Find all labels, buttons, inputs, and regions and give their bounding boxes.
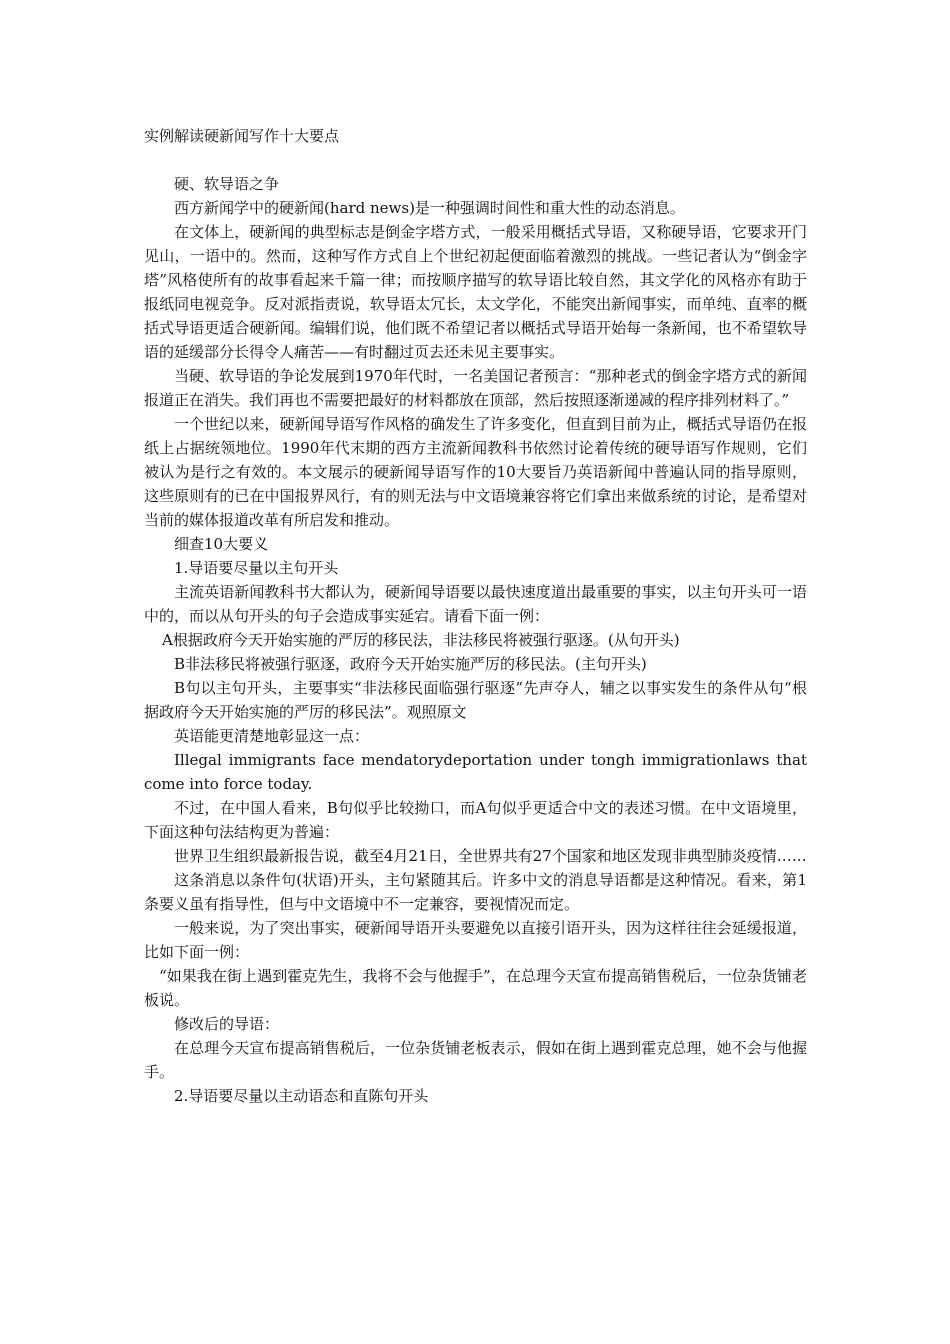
example-who-report: 世界卫生组织最新报告说，截至4月21日，全世界共有27个国家和地区发现非典型肺炎疫情…… [174, 847, 807, 865]
example-direct-quote: “如果我在街上遇到霍克先生，我将不会与他握手”，在总理今天宣布提高销售税后，一位杂货铺老板说。 [144, 967, 807, 1009]
example-a: A根据政府今天开始实施的严厉的移民法，非法移民将被强行驱逐。(从句开头) [162, 631, 680, 649]
paragraph-summary-lead-status: 一个世纪以来，硬新闻导语写作风格的确发生了许多变化，但直到目前为止，概括式导语仍在报纸上占据统领地位。1990年代末期的西方主流新闻教科书依然讨论着传统的硬导语写作规则，它们被认为是行之有效的。本文展示的硬新闻导语写作的10大要旨乃英语新闻中普遍认同的指导原则，这些原则有的已在中国报界风行，有的则无法与中文语境兼容将它们拿出来做系统的讨论，是希望对当前的媒体报道改革有所启发和推动。 [144, 415, 807, 529]
paragraph-direct-quote-warning: 一般来说，为了突出事实，硬新闻导语开头要避免以直接引语开头，因为这样往往会延缓报道，比如下面一例： [144, 919, 807, 961]
paragraph-main-clause-opening: 主流英语新闻教科书大都认为，硬新闻导语要以最快速度道出最重要的事实，以主句开头可一语中的，而以从句开头的句子会造成事实延宕。请看下面一例： [144, 583, 807, 625]
paragraph-example-b-explanation: B句以主句开头，主要事实“非法移民面临强行驱逐”先声夺人，辅之以事实发生的条件从句“根据政府今天开始实施的严厉的移民法”。观照原文 [144, 679, 807, 721]
example-b: B非法移民将被强行驱逐，政府今天开始实施严厉的移民法。(主句开头) [174, 655, 647, 673]
section-heading-hard-soft-lead: 硬、软导语之争 [174, 175, 280, 193]
point-2-heading: 2.导语要尽量以主动语态和直陈句开头 [174, 1087, 429, 1105]
paragraph-1970s-prediction: 当硬、软导语的争论发展到1970年代时，一名美国记者预言：“那种老式的倒金字塔方式的新闻报道正在消失。我们再也不需要把最好的材料都放在顶部，然后按照逐渐递减的程序排列材料了。” [144, 367, 807, 409]
section-heading-ten-points: 细查10大要义 [174, 535, 269, 553]
paragraph-inverted-pyramid-debate: 在文体上，硬新闻的典型标志是倒金字塔方式，一般采用概括式导语，又称硬导语，它要求开门见山，一语中的。然而，这种写作方式自上个世纪初起便面临着激烈的挑战。一些记者认为“倒金字塔”风格使所有的故事看起来千篇一律；而按顺序描写的软导语比较自然，其文学化的风格亦有助于报纸同电视竞争。反对派指责说，软导语太冗长，太文学化，不能突出新闻事实，而单纯、直率的概括式导语更适合硬新闻。编辑们说，他们既不希望记者以概括式导语开始每一条新闻，也不希望软导语的延缓部分长得令人痛苦——有时翻过页去还未见主要事实。 [144, 223, 807, 361]
document-content [144, 124, 807, 1108]
document-title: 实例解读硬新闻写作十大要点 [144, 127, 340, 145]
paragraph-english-clarity: 英语能更清楚地彰显这一点： [174, 727, 370, 745]
revised-lead-label: 修改后的导语： [174, 1015, 280, 1033]
point-1-heading: 1.导语要尽量以主句开头 [174, 559, 339, 577]
paragraph-condition-opening: 这条消息以条件句(状语)开头，主句紧随其后。许多中文的消息导语都是这种情况。看来，第1条要义虽有指导性，但与中文语境中不一定兼容，要视情况而定。 [144, 871, 807, 913]
paragraph-hard-news-definition: 西方新闻学中的硬新闻(hard news)是一种强调时间性和重大性的动态消息。 [174, 199, 685, 217]
paragraph-chinese-context: 不过，在中国人看来，B句似乎比较拗口，而A句似乎更适合中文的表述习惯。在中文语境里，下面这种句法结构更为普遍： [144, 799, 807, 841]
english-example-sentence: Illegal immigrants face mendatorydeportation under tongh immigrationlaws that come into force today. [144, 751, 807, 793]
revised-lead-example: 在总理今天宣布提高销售税后，一位杂货铺老板表示，假如在街上遇到霍克总理，她不会与他握手。 [144, 1039, 807, 1081]
